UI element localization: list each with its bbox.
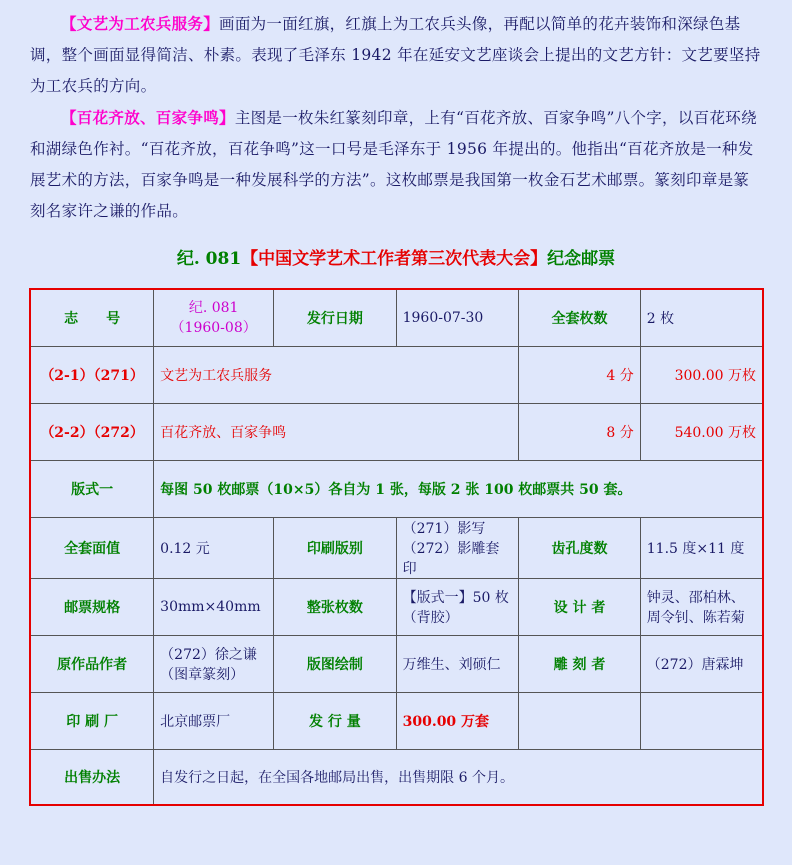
stamp-face-1: 4 分 <box>519 346 640 403</box>
label-printer: 印 刷 厂 <box>30 692 154 749</box>
intro-paragraph-2 <box>30 102 765 227</box>
stamp-title-1: 文艺为工农兵服务 <box>154 346 519 403</box>
value-format: 每图 50 枚邮票（10×5）各自为 1 张，每版 2 张 100 枚邮票共 50 套。 <box>154 460 763 517</box>
sheet-count: 50 枚（背胶） <box>402 589 509 626</box>
intro-paragraph-2-text: 主图是一枚朱红篆刻印章，上有“百花齐放、百家争鸣”八个字，以百花环绕和湖绿色作衬。“百花齐放，百花争鸣”这一口号是毛泽东于 1956 年提出的。他指出“百花齐放是一种发展艺术的方法，百家争鸣是一种发展科学的方法”。这枚邮票是我国第一枚金石艺术邮票。篆刻印章是篆刻名家许之谦的作品。 <box>30 109 757 220</box>
label-face-value: 全套面值 <box>30 517 154 578</box>
issue-number: 纪. 081 <box>188 299 239 316</box>
intro-text <box>30 8 765 227</box>
value-sheet-count <box>396 578 519 635</box>
stamp-info-table <box>29 288 764 806</box>
label-original-artist: 原作品作者 <box>30 635 154 692</box>
label-sheet-count: 整张枚数 <box>274 578 396 635</box>
value-printer: 北京邮票厂 <box>154 692 274 749</box>
stamp-name-tag-2: 【百花齐放、百家争鸣】 <box>61 108 235 127</box>
label-engraver: 雕 刻 者 <box>519 635 640 692</box>
value-sale-method: 自发行之日起，在全国各地邮局出售，出售期限 6 个月。 <box>154 749 763 805</box>
intro-paragraph-1-text: 画面为一面红旗，红旗上为工农兵头像，再配以简单的花卉装饰和深绿色基调，整个画面显得简洁、朴素。表现了毛泽东 1942 年在延安文艺座谈会上提出的文艺方针：文艺要坚持为工农兵的方向。 <box>30 15 761 95</box>
title-prefix: 纪. 081 <box>176 249 242 269</box>
label-sale-method: 出售办法 <box>30 749 154 805</box>
value-perforation: 11.5 度×11 度 <box>640 517 763 578</box>
label-set-count: 全套枚数 <box>519 289 640 346</box>
value-designer: 钟灵、邵柏林、周令钊、陈若菊 <box>640 578 763 635</box>
stamp-face-2: 8 分 <box>519 403 640 460</box>
label-issue-number: 志 号 <box>30 289 154 346</box>
label-print-method: 印刷版别 <box>274 517 396 578</box>
issue-number-sub: （1960-08） <box>170 319 257 336</box>
label-format: 版式一 <box>30 460 154 517</box>
label-perforation: 齿孔度数 <box>519 517 640 578</box>
table-row <box>30 635 763 692</box>
table-row <box>30 403 763 460</box>
table-row <box>30 289 763 346</box>
table-row <box>30 460 763 517</box>
label-plate-drawing: 版图绘制 <box>274 635 396 692</box>
value-plate-drawing: 万维生、刘硕仁 <box>396 635 519 692</box>
empty-cell <box>640 692 763 749</box>
value-print-method: （271）影写（272）影雕套印 <box>396 517 519 578</box>
value-issue-date: 1960-07-30 <box>396 289 519 346</box>
label-issue-date: 发行日期 <box>274 289 396 346</box>
stamp-title-2: 百花齐放、百家争鸣 <box>154 403 519 460</box>
stamp-name-tag-1: 【文艺为工农兵服务】 <box>61 14 220 33</box>
table-row <box>30 578 763 635</box>
title-main: 【中国文学艺术工作者第三次代表大会】 <box>241 249 548 269</box>
stamp-qty-1: 300.00 万枚 <box>640 346 763 403</box>
table-row <box>30 346 763 403</box>
table-row <box>30 692 763 749</box>
value-set-count: 2 枚 <box>640 289 763 346</box>
value-issue-volume: 300.00 万套 <box>396 692 519 749</box>
table-row <box>30 749 763 805</box>
value-size: 30mm×40mm <box>154 578 274 635</box>
value-face-value: 0.12 元 <box>154 517 274 578</box>
empty-cell <box>519 692 640 749</box>
value-issue-number <box>154 289 274 346</box>
intro-paragraph-1 <box>30 8 765 102</box>
sheet-format: 【版式一】 <box>402 589 473 606</box>
label-designer: 设 计 者 <box>519 578 640 635</box>
stamp-code-1: （2-1）（271） <box>30 346 154 403</box>
stamp-code-2: （2-2）（272） <box>30 403 154 460</box>
label-size: 邮票规格 <box>30 578 154 635</box>
title-suffix: 纪念邮票 <box>547 249 616 269</box>
table-row <box>30 517 763 578</box>
label-issue-volume: 发 行 量 <box>274 692 396 749</box>
page-title <box>0 244 792 269</box>
stamp-qty-2: 540.00 万枚 <box>640 403 763 460</box>
value-engraver: （272）唐霖坤 <box>640 635 763 692</box>
value-original-artist: （272）徐之谦（图章篆刻） <box>154 635 274 692</box>
